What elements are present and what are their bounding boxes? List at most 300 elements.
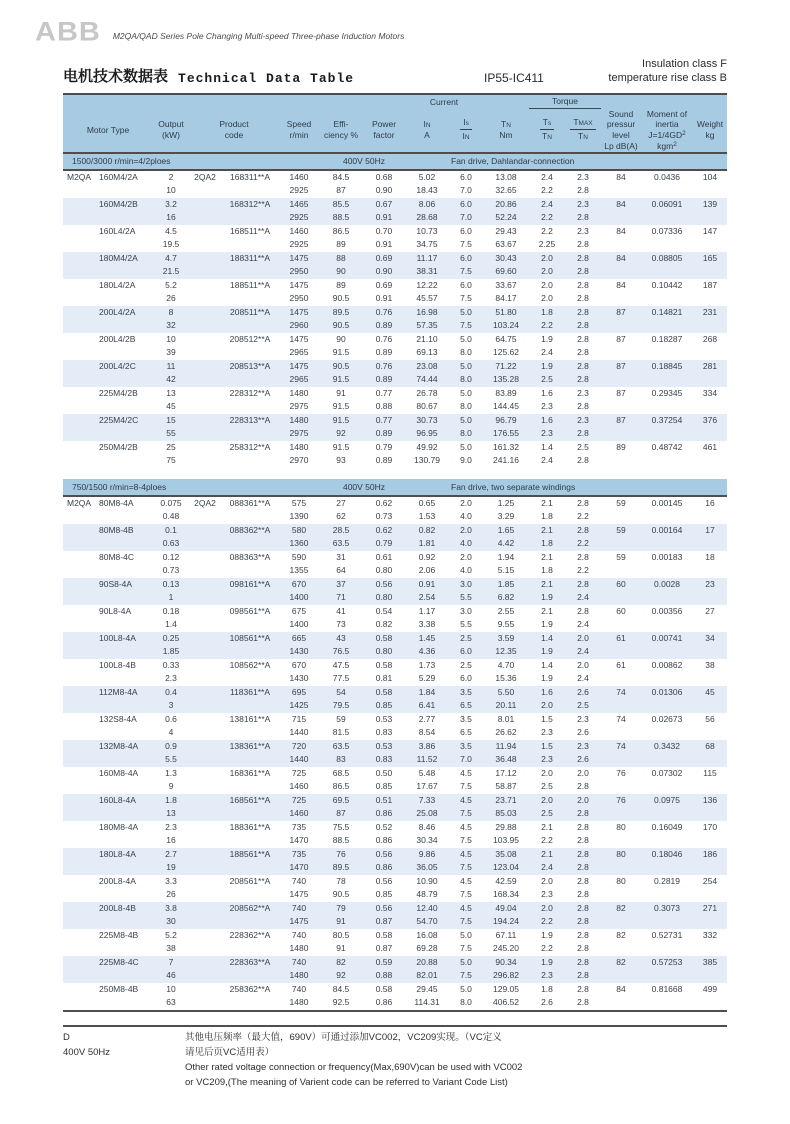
table-body (63, 153, 727, 1011)
cell-product-code: 228363**A (221, 956, 279, 983)
cell-series-prefix: M2QA (63, 170, 95, 198)
table-row (63, 225, 727, 252)
cell-speed: 670 1400 (279, 578, 319, 605)
footnote-text (185, 1030, 727, 1090)
cell-sound-level: 84 (601, 170, 641, 198)
cell-series-prefix (63, 360, 95, 387)
cell-torque-tn: 1.25 3.29 (483, 496, 529, 524)
cell-tmax-tn: 2.6 2.5 (565, 686, 601, 713)
cell-ts-tn: 1.8 2.6 (529, 983, 565, 1011)
cell-output: 0.18 1.4 (153, 605, 189, 632)
cell-torque-tn: 30.43 69.60 (483, 252, 529, 279)
cell-product-code: 088362**A (221, 524, 279, 551)
section-band (63, 153, 727, 170)
cell-torque-tn: 33.67 84.17 (483, 279, 529, 306)
cell-ts-tn: 1.9 2.2 (529, 929, 565, 956)
cell-is-in: 5.0 7.5 (449, 956, 483, 983)
cell-power-factor: 0.69 0.90 (363, 252, 405, 279)
cell-sound-level: 87 (601, 414, 641, 441)
cell-series-prefix (63, 279, 95, 306)
cell-series-prefix (63, 605, 95, 632)
table-row (63, 794, 727, 821)
cell-speed: 740 1480 (279, 983, 319, 1011)
cell-series-prefix (63, 848, 95, 875)
cell-is-in: 2.5 6.0 (449, 659, 483, 686)
cell-efficiency: 91.5 92 (319, 414, 363, 441)
cell-product-code: 208512**A (221, 333, 279, 360)
cell-code-prefix (189, 198, 221, 225)
cell-output: 4.5 19.5 (153, 225, 189, 252)
cell-tmax-tn: 2.8 2.8 (565, 956, 601, 983)
cell-efficiency: 28.5 63.5 (319, 524, 363, 551)
cell-sound-level: 61 (601, 659, 641, 686)
cell-inertia: 0.0975 (641, 794, 693, 821)
cell-is-in: 6.0 7.5 (449, 279, 483, 306)
cell-is-in: 5.0 7.5 (449, 306, 483, 333)
cell-current-in: 49.92 130.79 (405, 441, 449, 468)
table-row (63, 740, 727, 767)
cell-torque-tn: 83.89 144.45 (483, 387, 529, 414)
cell-inertia: 0.52731 (641, 929, 693, 956)
cell-speed: 1460 2925 (279, 170, 319, 198)
cell-is-in: 3.5 7.0 (449, 740, 483, 767)
cell-inertia: 0.0028 (641, 578, 693, 605)
cell-ts-tn: 1.8 2.2 (529, 306, 565, 333)
table-row (63, 170, 727, 198)
cell-efficiency: 91.5 93 (319, 441, 363, 468)
cell-motor-type: 180M4/2A (95, 252, 153, 279)
cell-weight: 499 (693, 983, 727, 1011)
cell-product-code: 138161**A (221, 713, 279, 740)
cell-efficiency: 43 76.5 (319, 632, 363, 659)
cell-inertia: 0.00145 (641, 496, 693, 524)
cell-current-in: 30.73 96.95 (405, 414, 449, 441)
cell-torque-tn: 96.79 176.55 (483, 414, 529, 441)
cell-speed: 675 1400 (279, 605, 319, 632)
cell-tmax-tn: 2.5 2.8 (565, 441, 601, 468)
cell-output: 2 10 (153, 170, 189, 198)
section-gap (63, 468, 727, 479)
cell-motor-type: 200L8-4A (95, 875, 153, 902)
cell-output: 5.2 38 (153, 929, 189, 956)
cell-motor-type: 225M4/2C (95, 414, 153, 441)
cell-speed: 575 1390 (279, 496, 319, 524)
cell-ts-tn: 2.0 2.5 (529, 794, 565, 821)
cell-series-prefix (63, 929, 95, 956)
table-header (63, 94, 727, 153)
cell-power-factor: 0.76 0.89 (363, 306, 405, 333)
cell-is-in: 6.0 7.0 (449, 198, 483, 225)
cell-tmax-tn: 2.3 2.8 (565, 387, 601, 414)
cell-weight: 268 (693, 333, 727, 360)
group-spacer (601, 94, 727, 109)
cell-torque-tn: 17.12 58.87 (483, 767, 529, 794)
cell-power-factor: 0.50 0.85 (363, 767, 405, 794)
cell-torque-tn: 51.80 103.24 (483, 306, 529, 333)
group-spacer (483, 94, 529, 109)
cell-ts-tn: 1.4 1.9 (529, 659, 565, 686)
cell-tmax-tn: 2.3 2.8 (565, 170, 601, 198)
cell-output: 3.2 16 (153, 198, 189, 225)
cell-speed: 580 1360 (279, 524, 319, 551)
cell-inertia: 0.00862 (641, 659, 693, 686)
cell-sound-level: 82 (601, 902, 641, 929)
cell-inertia: 0.48742 (641, 441, 693, 468)
cell-weight: 231 (693, 306, 727, 333)
cell-tmax-tn: 2.8 2.8 (565, 875, 601, 902)
cell-product-code: 188361**A (221, 821, 279, 848)
cell-inertia: 0.02673 (641, 713, 693, 740)
cell-ts-tn: 1.9 2.3 (529, 956, 565, 983)
cell-is-in: 2.0 4.0 (449, 551, 483, 578)
cell-weight: 281 (693, 360, 727, 387)
cell-current-in: 2.77 8.54 (405, 713, 449, 740)
cell-tmax-tn: 2.8 2.2 (565, 496, 601, 524)
cell-ts-tn: 2.0 2.5 (529, 767, 565, 794)
col-tmax-tn-ratio: TMAX TN (565, 109, 601, 153)
cell-current-in: 3.86 11.52 (405, 740, 449, 767)
cell-inertia: 0.81668 (641, 983, 693, 1011)
cell-current-in: 0.65 1.53 (405, 496, 449, 524)
cell-current-in: 10.90 48.79 (405, 875, 449, 902)
cell-output: 0.25 1.85 (153, 632, 189, 659)
table-row (63, 360, 727, 387)
cell-sound-level: 84 (601, 198, 641, 225)
cell-product-code: 108561**A (221, 632, 279, 659)
footnote-en-line1: Other rated voltage connection or frequency(Max,690V)can be used with VC002 (185, 1061, 523, 1073)
cell-inertia: 0.3432 (641, 740, 693, 767)
cell-ts-tn: 2.1 1.9 (529, 605, 565, 632)
cell-series-prefix (63, 632, 95, 659)
cell-torque-tn: 1.85 6.82 (483, 578, 529, 605)
cell-output: 0.1 0.63 (153, 524, 189, 551)
cell-series-prefix (63, 225, 95, 252)
cell-inertia: 0.14821 (641, 306, 693, 333)
cell-inertia: 0.18287 (641, 333, 693, 360)
cell-is-in: 6.0 7.5 (449, 252, 483, 279)
cell-tmax-tn: 2.3 2.8 (565, 414, 601, 441)
cell-motor-type: 90S8-4A (95, 578, 153, 605)
cell-product-code: 208513**A (221, 360, 279, 387)
cell-inertia: 0.00183 (641, 551, 693, 578)
cell-efficiency: 79 91 (319, 902, 363, 929)
cell-motor-type: 160L8-4A (95, 794, 153, 821)
cell-product-code: 228312**A (221, 387, 279, 414)
cell-weight: 271 (693, 902, 727, 929)
table-row (63, 659, 727, 686)
cell-torque-tn: 161.32 241.16 (483, 441, 529, 468)
cell-product-code: 138361**A (221, 740, 279, 767)
cell-output: 0.12 0.73 (153, 551, 189, 578)
cell-code-prefix (189, 225, 221, 252)
cell-tmax-tn: 2.0 2.4 (565, 632, 601, 659)
cell-efficiency: 63.5 83 (319, 740, 363, 767)
cell-torque-tn: 4.70 15.36 (483, 659, 529, 686)
cell-weight: 23 (693, 578, 727, 605)
cell-series-prefix (63, 387, 95, 414)
cell-motor-type: 112M8-4A (95, 686, 153, 713)
cell-current-in: 16.08 69.28 (405, 929, 449, 956)
protection-rating: IP55-IC411 (484, 70, 544, 85)
cell-series-prefix (63, 794, 95, 821)
cell-current-in: 1.84 6.41 (405, 686, 449, 713)
cell-speed: 1465 2925 (279, 198, 319, 225)
cell-inertia: 0.10442 (641, 279, 693, 306)
cell-motor-type: 180M8-4A (95, 821, 153, 848)
cell-sound-level: 87 (601, 333, 641, 360)
cell-motor-type: 200L4/2B (95, 333, 153, 360)
cell-series-prefix (63, 659, 95, 686)
cell-is-in: 5.0 8.0 (449, 333, 483, 360)
cell-torque-tn: 8.01 26.62 (483, 713, 529, 740)
cell-power-factor: 0.76 0.89 (363, 333, 405, 360)
cell-speed: 1475 2960 (279, 306, 319, 333)
cell-weight: 45 (693, 686, 727, 713)
page-title-en: Technical Data Table (178, 70, 355, 86)
cell-tmax-tn: 2.8 2.4 (565, 578, 601, 605)
table-row (63, 279, 727, 306)
cell-inertia: 0.2819 (641, 875, 693, 902)
cell-series-prefix (63, 875, 95, 902)
col-sound-level: Sound pressur level Lp dB(A) (601, 109, 641, 153)
cell-weight: 115 (693, 767, 727, 794)
cell-current-in: 7.33 25.08 (405, 794, 449, 821)
cell-code-prefix (189, 414, 221, 441)
cell-torque-tn: 35.08 123.04 (483, 848, 529, 875)
cell-inertia: 0.07302 (641, 767, 693, 794)
cell-speed: 735 1470 (279, 848, 319, 875)
cell-tmax-tn: 2.8 2.8 (565, 929, 601, 956)
cell-code-prefix: 2QA2 (189, 496, 221, 524)
cell-efficiency: 54 79.5 (319, 686, 363, 713)
cell-motor-type: 80M8-4A (95, 496, 153, 524)
cell-current-in: 5.02 18.43 (405, 170, 449, 198)
col-speed: Speed r/min (279, 109, 319, 153)
cell-ts-tn: 1.5 2.3 (529, 713, 565, 740)
technical-data-table (63, 93, 727, 1012)
cell-code-prefix (189, 767, 221, 794)
cell-weight: 376 (693, 414, 727, 441)
cell-is-in: 5.0 7.5 (449, 929, 483, 956)
cell-is-in: 2.0 4.0 (449, 496, 483, 524)
cell-tmax-tn: 2.0 2.8 (565, 767, 601, 794)
cell-output: 2.3 16 (153, 821, 189, 848)
cell-efficiency: 78 90.5 (319, 875, 363, 902)
cell-sound-level: 74 (601, 686, 641, 713)
group-current: Current (405, 94, 483, 109)
cell-output: 10 39 (153, 333, 189, 360)
cell-power-factor: 0.58 0.80 (363, 632, 405, 659)
cell-current-in: 11.17 38.31 (405, 252, 449, 279)
cell-efficiency: 89 90.5 (319, 279, 363, 306)
cell-efficiency: 47.5 77.5 (319, 659, 363, 686)
cell-code-prefix (189, 686, 221, 713)
cell-tmax-tn: 2.8 2.8 (565, 333, 601, 360)
cell-output: 1.3 9 (153, 767, 189, 794)
cell-tmax-tn: 2.8 2.4 (565, 605, 601, 632)
cell-efficiency: 80.5 91 (319, 929, 363, 956)
cell-code-prefix (189, 360, 221, 387)
cell-output: 0.6 4 (153, 713, 189, 740)
cell-torque-tn: 67.11 245.20 (483, 929, 529, 956)
cell-ts-tn: 1.5 2.3 (529, 740, 565, 767)
cell-series-prefix (63, 252, 95, 279)
cell-torque-tn: 2.55 9.55 (483, 605, 529, 632)
cell-inertia: 0.00164 (641, 524, 693, 551)
cell-code-prefix (189, 306, 221, 333)
cell-motor-type: 100L8-4B (95, 659, 153, 686)
cell-speed: 725 1460 (279, 794, 319, 821)
cell-motor-type: 250M8-4B (95, 983, 153, 1011)
cell-motor-type: 200L8-4B (95, 902, 153, 929)
cell-speed: 1475 2950 (279, 252, 319, 279)
table-row (63, 713, 727, 740)
cell-sound-level: 82 (601, 929, 641, 956)
cell-output: 25 75 (153, 441, 189, 468)
cell-torque-tn: 20.86 52.24 (483, 198, 529, 225)
cell-efficiency: 84.5 87 (319, 170, 363, 198)
cell-output: 11 42 (153, 360, 189, 387)
cell-sound-level: 87 (601, 387, 641, 414)
cell-is-in: 6.0 7.0 (449, 170, 483, 198)
cell-product-code: 208562**A (221, 902, 279, 929)
cell-motor-type: 200L4/2A (95, 306, 153, 333)
cell-sound-level: 80 (601, 821, 641, 848)
cell-series-prefix (63, 198, 95, 225)
group-spacer (63, 94, 405, 109)
cell-ts-tn: 2.0 2.3 (529, 875, 565, 902)
cell-inertia: 0.18845 (641, 360, 693, 387)
cell-motor-type: 225M8-4B (95, 929, 153, 956)
cell-motor-type: 225M4/2B (95, 387, 153, 414)
cell-sound-level: 80 (601, 848, 641, 875)
cell-weight: 170 (693, 821, 727, 848)
cell-speed: 695 1425 (279, 686, 319, 713)
brand-row (35, 14, 762, 46)
cell-power-factor: 0.77 0.88 (363, 387, 405, 414)
col-output: Output (kW) (153, 109, 189, 153)
cell-inertia: 0.18046 (641, 848, 693, 875)
cell-series-prefix (63, 740, 95, 767)
cell-ts-tn: 2.4 2.2 (529, 198, 565, 225)
cell-is-in: 4.5 7.5 (449, 875, 483, 902)
cell-power-factor: 0.56 0.85 (363, 875, 405, 902)
cell-product-code: 168361**A (221, 767, 279, 794)
cell-tmax-tn: 2.8 2.8 (565, 306, 601, 333)
col-motor-type: Motor Type (63, 109, 153, 153)
cell-sound-level: 82 (601, 956, 641, 983)
cell-is-in: 4.5 7.5 (449, 848, 483, 875)
cell-power-factor: 0.77 0.89 (363, 414, 405, 441)
cell-speed: 590 1355 (279, 551, 319, 578)
cell-weight: 254 (693, 875, 727, 902)
cell-current-in: 12.22 45.57 (405, 279, 449, 306)
footnote-left (63, 1030, 185, 1090)
footnote-code: D (63, 1031, 70, 1043)
cell-speed: 1475 2965 (279, 333, 319, 360)
cell-motor-type: 160L4/2A (95, 225, 153, 252)
cell-code-prefix (189, 333, 221, 360)
col-torque-tn: TN Nm (483, 109, 529, 153)
cell-efficiency: 76 89.5 (319, 848, 363, 875)
cell-code-prefix (189, 252, 221, 279)
cell-speed: 740 1480 (279, 956, 319, 983)
cell-code-prefix (189, 902, 221, 929)
cell-weight: 34 (693, 632, 727, 659)
cell-is-in: 4.5 7.5 (449, 902, 483, 929)
cell-product-code: 098161**A (221, 578, 279, 605)
table-row (63, 551, 727, 578)
cell-series-prefix (63, 578, 95, 605)
cell-motor-type: 180L8-4A (95, 848, 153, 875)
cell-power-factor: 0.79 0.89 (363, 441, 405, 468)
cell-efficiency: 69.5 87 (319, 794, 363, 821)
cell-code-prefix (189, 524, 221, 551)
cell-speed: 735 1470 (279, 821, 319, 848)
cell-efficiency: 89.5 90.5 (319, 306, 363, 333)
cell-tmax-tn: 2.3 2.6 (565, 713, 601, 740)
table-row (63, 252, 727, 279)
cell-speed: 740 1475 (279, 875, 319, 902)
cell-power-factor: 0.58 0.87 (363, 929, 405, 956)
cell-is-in: 5.0 8.0 (449, 983, 483, 1011)
cell-power-factor: 0.69 0.91 (363, 279, 405, 306)
cell-inertia: 0.00356 (641, 605, 693, 632)
cell-sound-level: 60 (601, 578, 641, 605)
cell-series-prefix (63, 686, 95, 713)
table-row (63, 333, 727, 360)
table-row (63, 848, 727, 875)
title-row (63, 58, 727, 86)
cell-product-code: 258362**A (221, 983, 279, 1011)
cell-product-code: 118361**A (221, 686, 279, 713)
cell-ts-tn: 2.2 2.25 (529, 225, 565, 252)
cell-output: 5.2 26 (153, 279, 189, 306)
cell-weight: 186 (693, 848, 727, 875)
cell-speed: 1475 2950 (279, 279, 319, 306)
cell-sound-level: 59 (601, 551, 641, 578)
table-row (63, 605, 727, 632)
cell-output: 0.4 3 (153, 686, 189, 713)
cell-code-prefix (189, 279, 221, 306)
cell-speed: 740 1480 (279, 929, 319, 956)
cell-sound-level: 59 (601, 524, 641, 551)
cell-motor-type: 250M4/2B (95, 441, 153, 468)
cell-output: 0.075 0.48 (153, 496, 189, 524)
cell-efficiency: 86.5 89 (319, 225, 363, 252)
cell-power-factor: 0.53 0.83 (363, 740, 405, 767)
cell-sound-level: 60 (601, 605, 641, 632)
footnote-voltage: 400V 50Hz (63, 1046, 111, 1058)
cell-product-code: 188561**A (221, 848, 279, 875)
cell-series-prefix (63, 902, 95, 929)
col-efficiency: Effi- ciency % (319, 109, 363, 153)
table-row (63, 198, 727, 225)
cell-power-factor: 0.53 0.83 (363, 713, 405, 740)
cell-current-in: 16.98 57.35 (405, 306, 449, 333)
cell-efficiency: 75.5 88.5 (319, 821, 363, 848)
cell-power-factor: 0.58 0.85 (363, 686, 405, 713)
cell-current-in: 0.82 1.81 (405, 524, 449, 551)
cell-ts-tn: 1.6 2.0 (529, 686, 565, 713)
cell-product-code: 168561**A (221, 794, 279, 821)
table-row (63, 524, 727, 551)
cell-code-prefix (189, 929, 221, 956)
cell-power-factor: 0.61 0.80 (363, 551, 405, 578)
cell-product-code: 088361**A (221, 496, 279, 524)
cell-tmax-tn: 2.8 2.8 (565, 848, 601, 875)
cell-motor-type: 132S8-4A (95, 713, 153, 740)
